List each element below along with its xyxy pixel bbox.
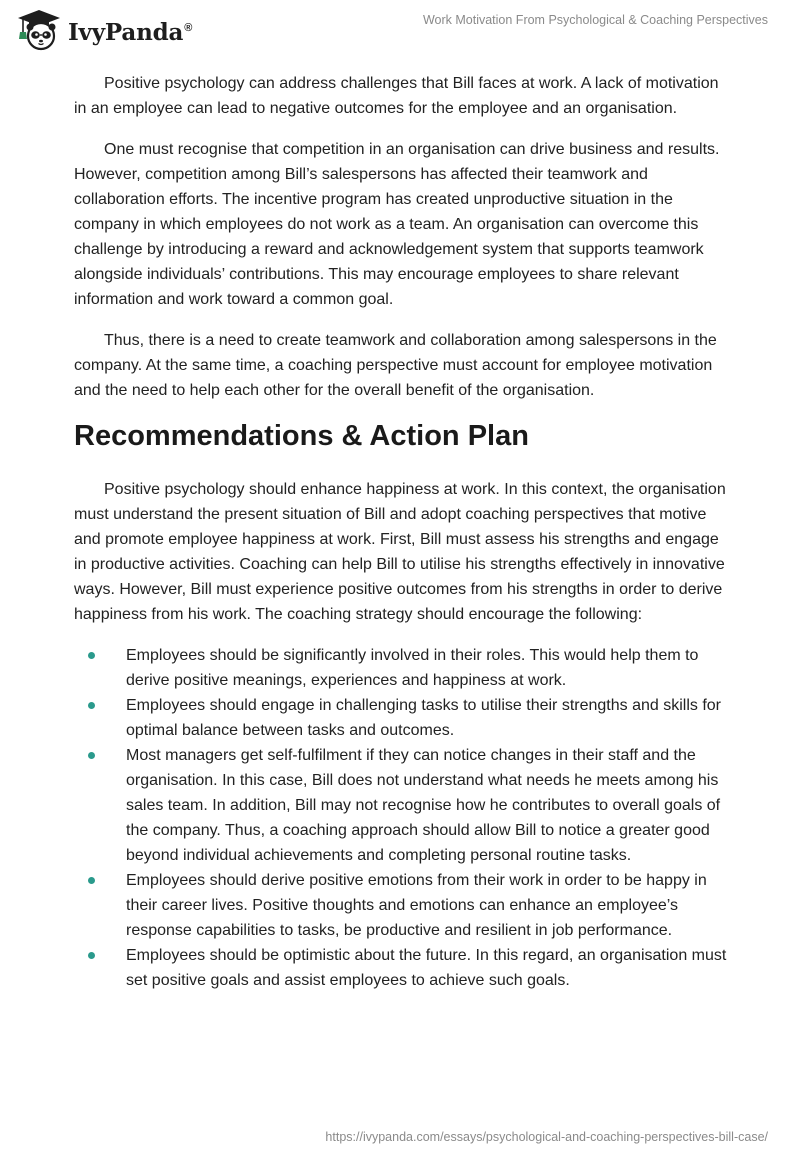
- page-header: [0, 0, 800, 60]
- bullet-dot-icon: [88, 702, 95, 709]
- brand-logo[interactable]: [14, 8, 192, 54]
- section-heading: Recommendations & Action Plan: [74, 420, 529, 452]
- bullet-dot-icon: [88, 952, 95, 959]
- bullet-dot-icon: [88, 752, 95, 759]
- list-item: [74, 868, 734, 943]
- list-item-text: Employees should be significantly involved in their roles. This would help them to derive positive meanings, experiences and happiness at work.: [126, 647, 699, 689]
- paragraph: Positive psychology should enhance happiness at work. In this context, the organisation must understand the present situation of Bill and adopt coaching perspectives that motive and promote employee happiness at work. First, Bill must assess his strengths and engage in productive activities. Coaching can help Bill to utilise his strengths effectively in innovative ways. However, Bill must experience positive outcomes from his strengths in order to derive happiness from his work. The coaching strategy should encourage the following:: [74, 481, 726, 623]
- paragraph: Positive psychology can address challenges that Bill faces at work. A lack of motivation in an employee can lead to negative outcomes for the employee and an organisation.: [74, 75, 719, 117]
- list-item: [74, 743, 734, 868]
- essay-content: [74, 71, 734, 993]
- document-title: Work Motivation From Psychological & Coaching Perspectives: [422, 13, 768, 27]
- bullet-dot-icon: [88, 877, 95, 884]
- list-item-text: Most managers get self-fulfilment if they can notice changes in their staff and the organisation. In this case, Bill does not understand what needs he meets among his sales team. In addition, Bill may not recognise how he contributes to overall goals of the company. Thus, a coaching approach should allow Bill to notice a greater good beyond individual achievements and completing personal routine tasks.: [126, 747, 721, 864]
- brand-name: IvyPanda®: [68, 18, 193, 46]
- list-item: [74, 643, 734, 693]
- paragraph: Thus, there is a need to create teamwork and collaboration among salespersons in the company. At the same time, a coaching perspective must account for employee motivation and the need to help each other for the overall benefit of the organisation.: [74, 332, 717, 399]
- source-url[interactable]: https://ivypanda.com/essays/psychological-and-coaching-perspectives-bill-case/: [325, 1130, 768, 1144]
- list-item-text: Employees should be optimistic about the future. In this regard, an organisation must set positive goals and assist employees to achieve such goals.: [126, 947, 727, 989]
- list-item: [74, 943, 734, 993]
- bullet-dot-icon: [88, 652, 95, 659]
- recommendations-list: [74, 643, 734, 993]
- paragraph: One must recognise that competition in an organisation can drive business and results. However, competition among Bill’s salespersons has affected their teamwork and collaboration efforts. The incentive program has created unproductive situation in the company in which employees do not work as a team. An organisation can overcome this challenge by introducing a reward and acknowledgement system that supports teamwork alongside individuals’ contributions. This may encourage employees to share relevant information and work toward a common goal.: [74, 141, 720, 308]
- list-item-text: Employees should engage in challenging tasks to utilise their strengths and skills for optimal balance between tasks and outcomes.: [126, 697, 721, 739]
- panda-graduation-cap-icon: [14, 8, 64, 54]
- list-item-text: Employees should derive positive emotions from their work in order to be happy in their career lives. Positive thoughts and emotions can enhance an employee’s response capabilities to tasks, be productive and resilient in job performance.: [126, 872, 707, 939]
- list-item: [74, 693, 734, 743]
